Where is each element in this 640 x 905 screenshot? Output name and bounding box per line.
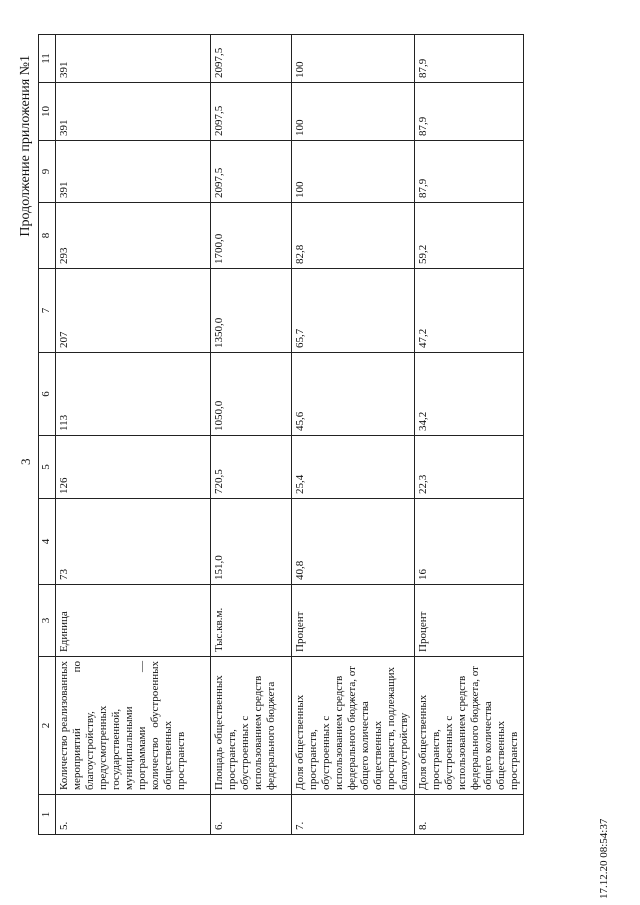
column-header: 2 xyxy=(39,657,56,795)
indicator-description: Площадь общественных пространств, обустроенных с использованием средств федерального бюджета xyxy=(211,657,292,795)
value-cell: 1050,0 xyxy=(211,353,292,436)
row-index: 6. xyxy=(211,795,292,835)
value-cell: 65,7 xyxy=(292,269,415,353)
value-cell: 2097,5 xyxy=(211,35,292,83)
column-header: 9 xyxy=(39,141,56,203)
value-cell: 100 xyxy=(292,35,415,83)
value-cell: 82,8 xyxy=(292,203,415,269)
indicator-description: Количество реализованных мероприятий по благоустройству, предусмотренных государственной, муниципальными программами — количество обустроенных общественных пространств xyxy=(56,657,211,795)
value-cell: 207 xyxy=(56,269,211,353)
value-cell: 720,5 xyxy=(211,436,292,499)
value-cell: 2097,5 xyxy=(211,83,292,141)
column-header: 7 xyxy=(39,269,56,353)
value-cell: 293 xyxy=(56,203,211,269)
table-header-row xyxy=(39,35,56,835)
table-row xyxy=(56,35,211,835)
value-cell: 126 xyxy=(56,436,211,499)
column-header: 1 xyxy=(39,795,56,835)
value-cell: 87,9 xyxy=(415,83,524,141)
table-row xyxy=(415,35,524,835)
value-cell: 87,9 xyxy=(415,35,524,83)
table-row xyxy=(292,35,415,835)
unit-cell: Процент xyxy=(415,585,524,657)
value-cell: 1700,0 xyxy=(211,203,292,269)
unit-cell: Тыс.кв.м. xyxy=(211,585,292,657)
column-header: 4 xyxy=(39,499,56,585)
indicator-description: Доля общественных пространств, обустроенных с использованием средств федерального бюджета, от общего количества общественных пространств xyxy=(415,657,524,795)
value-cell: 16 xyxy=(415,499,524,585)
value-cell: 100 xyxy=(292,83,415,141)
value-cell: 22,3 xyxy=(415,436,524,499)
value-cell: 391 xyxy=(56,141,211,203)
value-cell: 87,9 xyxy=(415,141,524,203)
unit-cell: Процент xyxy=(292,585,415,657)
row-index: 7. xyxy=(292,795,415,835)
page-number: 3 xyxy=(18,458,33,465)
column-header: 11 xyxy=(39,35,56,83)
row-index: 8. xyxy=(415,795,524,835)
value-cell: 100 xyxy=(292,141,415,203)
column-header: 6 xyxy=(39,353,56,436)
value-cell: 113 xyxy=(56,353,211,436)
row-index: 5. xyxy=(56,795,211,835)
value-cell: 391 xyxy=(56,35,211,83)
value-cell: 40,8 xyxy=(292,499,415,585)
value-cell: 25,4 xyxy=(292,436,415,499)
value-cell: 47,2 xyxy=(415,269,524,353)
value-cell: 45,6 xyxy=(292,353,415,436)
value-cell: 2097,5 xyxy=(211,141,292,203)
value-cell: 1350,0 xyxy=(211,269,292,353)
column-header: 8 xyxy=(39,203,56,269)
value-cell: 34,2 xyxy=(415,353,524,436)
table-row xyxy=(211,35,292,835)
column-header: 5 xyxy=(39,436,56,499)
print-timestamp: 17.12.20 08:54:37 xyxy=(598,818,610,899)
value-cell: 151,0 xyxy=(211,499,292,585)
value-cell: 73 xyxy=(56,499,211,585)
column-header: 10 xyxy=(39,83,56,141)
indicators-table xyxy=(38,34,524,835)
indicator-description: Доля общественных пространств, обустроенных с использованием средств федерального бюджета, от общего количества общественных пространств, подлежащих благоустройству xyxy=(292,657,415,795)
unit-cell: Единица xyxy=(56,585,211,657)
value-cell: 59,2 xyxy=(415,203,524,269)
value-cell: 391 xyxy=(56,83,211,141)
column-header: 3 xyxy=(39,585,56,657)
appendix-continuation-label: Продолжение приложения №1 xyxy=(18,55,33,237)
